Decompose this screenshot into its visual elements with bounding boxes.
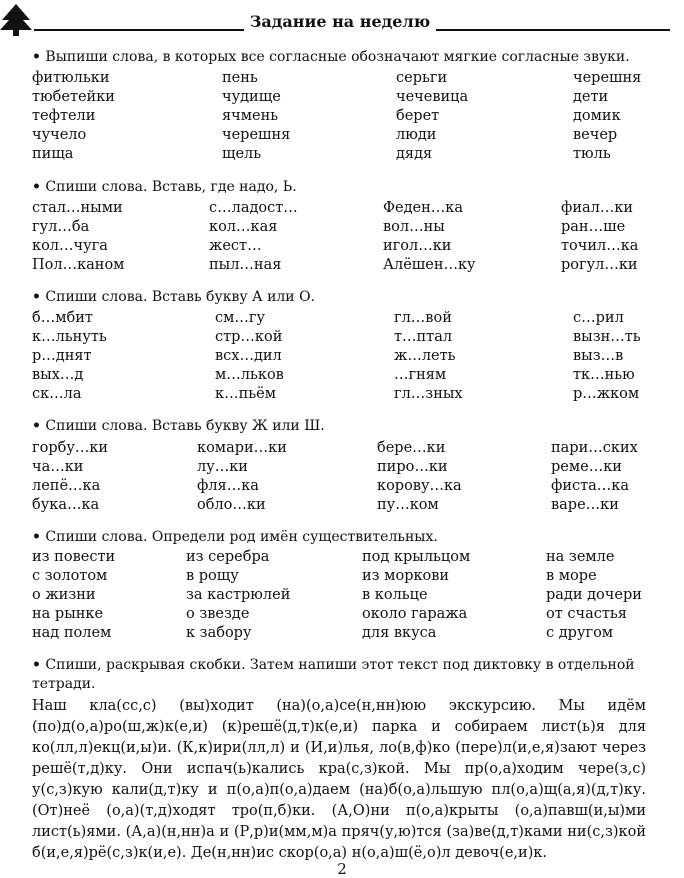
bullet-icon: •	[32, 657, 41, 673]
word-row	[32, 459, 652, 478]
word-row	[32, 568, 652, 587]
word: в море	[546, 568, 597, 584]
word: обло…ки	[197, 497, 266, 513]
word: варе…ки	[551, 497, 619, 513]
word: лу…ки	[197, 459, 248, 475]
word: кол…чуга	[32, 238, 108, 254]
page-title: Задание на неделю	[249, 12, 431, 31]
word-row	[32, 127, 652, 146]
bullet-icon: •	[32, 49, 41, 65]
word: черешня	[222, 127, 291, 143]
word: лепё…ка	[32, 478, 101, 494]
word: из моркови	[362, 568, 450, 584]
task-instruction: • Спиши слова. Вставь, где надо, Ь.	[32, 179, 297, 195]
word: с…рил	[573, 310, 624, 326]
word: пища	[32, 146, 74, 162]
word-row	[32, 329, 652, 348]
word: горбу…ки	[32, 440, 109, 456]
page-header	[0, 0, 684, 40]
word: рогул…ки	[561, 257, 638, 273]
bullet-icon: •	[32, 529, 41, 545]
word: вызн…ть	[573, 329, 641, 345]
word: жест…	[209, 238, 262, 254]
word-row	[32, 625, 652, 644]
word: пу…ком	[377, 497, 439, 513]
word-row	[32, 108, 652, 127]
word: вых…д	[32, 367, 84, 383]
task-instruction: • Спиши, раскрывая скобки. Затем напиши этот текст под диктовку в отдельной тетради.	[32, 657, 635, 692]
word: всх…дил	[215, 348, 282, 364]
word-row	[32, 238, 652, 257]
word: серьги	[396, 70, 448, 86]
word-row	[32, 219, 652, 238]
word: из повести	[32, 549, 116, 565]
word: кол…кая	[209, 219, 278, 235]
bullet-icon: •	[32, 418, 41, 434]
word: дети	[573, 89, 609, 105]
word: ча…ки	[32, 459, 84, 475]
word: на рынке	[32, 606, 104, 622]
word: стр…кой	[215, 329, 283, 345]
word-row	[32, 549, 652, 568]
word: с другом	[546, 625, 614, 641]
word: пиро…ки	[377, 459, 448, 475]
word: фиста…ка	[551, 478, 630, 494]
word-row	[32, 587, 652, 606]
word: под крыльцом	[362, 549, 471, 565]
word: над полем	[32, 625, 112, 641]
word: корову…ка	[377, 478, 462, 494]
word: ж…леть	[394, 348, 456, 364]
word: фиал…ки	[561, 200, 634, 216]
word: около гаража	[362, 606, 468, 622]
word-row	[32, 497, 652, 516]
word: берет	[396, 108, 440, 124]
header-rule-right	[436, 29, 670, 31]
word-row	[32, 89, 652, 108]
word-row	[32, 606, 652, 625]
word: пари…ских	[551, 440, 638, 456]
word: о жизни	[32, 587, 96, 603]
word-row	[32, 310, 652, 329]
dictation-text: Наш кла(сс,с) (вы)ходит (на)(о,а)се(н,нн)юю экскурсию. Мы идём (по)д(о,а)ро(ш,ж)к(е,и) (к)решё(д,т)к(е,и) парка и собираем лист(ь)я для ко(лл,л)екц(и,ы)и. (К,к)ири(лл,л) и (И,и)лья, ло(в,ф)ко (пере)л(и,е,я)зают через решё(т,д)ку. Они испач(ь)кались кра(с,з)кой. Мы пр(о,а)ходим чере(з,с) у(с,з)кую кали(д,т)ку и п(о,а)п(о,а)даем (на)б(о,а)льшую пл(о,а)щ(а,я)(д,т)ку. (От)неё (о,а)(т,д)ходят тро(п,б)ки. (А,О)ни п(о,а)крыты (о,а)павш(и,ы)ми лист(ь)ями. (А,а)(н,нн)а и (Р,р)и(мм,м)а пряч(у,ю)тся (за)ве(д,т)ками ни(с,з)кой б(и,е,я)рё(с,з)к(и,е). Де(н,нн)ис скор(о,а) н(о,а)ш(ё,о)л девоч(е,и)к.	[32, 698, 646, 861]
task-instruction: • Спиши слова. Вставь букву А или О.	[32, 289, 316, 305]
word: Алёшен…ку	[383, 257, 476, 273]
word-row	[32, 146, 652, 165]
word-row	[32, 367, 652, 386]
word: в кольце	[362, 587, 428, 603]
word: тефтели	[32, 108, 96, 124]
word-row	[32, 257, 652, 276]
word: люди	[396, 127, 437, 143]
word: т…птал	[394, 329, 453, 345]
word-grid	[32, 549, 652, 644]
word: фитюльки	[32, 70, 110, 86]
word-row	[32, 478, 652, 497]
word-grid	[32, 440, 652, 516]
word: ск…ла	[32, 386, 82, 402]
word: из серебра	[186, 549, 270, 565]
word: ради дочери	[546, 587, 642, 603]
word: стал…ными	[32, 200, 123, 216]
word: чучело	[32, 127, 87, 143]
word: о звезде	[186, 606, 250, 622]
word: б…мбит	[32, 310, 93, 326]
bullet-icon: •	[32, 179, 41, 195]
word: вечер	[573, 127, 618, 143]
word-grid	[32, 200, 652, 276]
word: в рощу	[186, 568, 239, 584]
word: Феден…ка	[383, 200, 463, 216]
word-row	[32, 200, 652, 219]
word: …гням	[394, 367, 447, 383]
word: к забору	[186, 625, 252, 641]
word: см…гу	[215, 310, 266, 326]
word-row	[32, 440, 652, 459]
word: щель	[222, 146, 262, 162]
word: на земле	[546, 549, 615, 565]
fir-tree-icon	[0, 0, 34, 40]
word-row	[32, 386, 652, 405]
word: пень	[222, 70, 258, 86]
word: черешня	[573, 70, 642, 86]
word: тк…нью	[573, 367, 635, 383]
word: вол…ны	[383, 219, 445, 235]
word: фля…ка	[197, 478, 259, 494]
word: пыл…ная	[209, 257, 282, 273]
header-rule-left	[34, 29, 244, 31]
page-number: 2	[337, 860, 347, 878]
word: за кастрюлей	[186, 587, 291, 603]
word-grid	[32, 70, 652, 165]
word-row	[32, 348, 652, 367]
word: к…пьём	[215, 386, 276, 402]
word-grid	[32, 310, 652, 405]
word-row	[32, 70, 652, 89]
word: гл…зных	[394, 386, 463, 402]
word: к…льнуть	[32, 329, 107, 345]
word: м…льков	[215, 367, 284, 383]
word: с золотом	[32, 568, 108, 584]
word: бука…ка	[32, 497, 100, 513]
word: чудище	[222, 89, 281, 105]
word: тюль	[573, 146, 611, 162]
word: комари…ки	[197, 440, 287, 456]
word: ячмень	[222, 108, 279, 124]
word: с…ладост…	[209, 200, 298, 216]
word: гул…ба	[32, 219, 90, 235]
word: р…жком	[573, 386, 640, 402]
word: гл…вой	[394, 310, 452, 326]
word: Пол…каном	[32, 257, 125, 273]
word: игол…ки	[383, 238, 452, 254]
word: от счастья	[546, 606, 627, 622]
word: для вкуса	[362, 625, 437, 641]
task-instruction: • Спиши слова. Определи род имён существительных.	[32, 529, 438, 545]
word: ран…ше	[561, 219, 626, 235]
word: домик	[573, 108, 621, 124]
word: точил…ка	[561, 238, 639, 254]
task-instruction: • Спиши слова. Вставь букву Ж или Ш.	[32, 418, 325, 434]
word: чечевица	[396, 89, 469, 105]
task-instruction: • Выпиши слова, в которых все согласные обозначают мягкие согласные звуки.	[32, 49, 630, 65]
word: выз…в	[573, 348, 624, 364]
word: р…днят	[32, 348, 92, 364]
word: дядя	[396, 146, 433, 162]
bullet-icon: •	[32, 289, 41, 305]
word: тюбетейки	[32, 89, 115, 105]
word: реме…ки	[551, 459, 622, 475]
word: бере…ки	[377, 440, 446, 456]
